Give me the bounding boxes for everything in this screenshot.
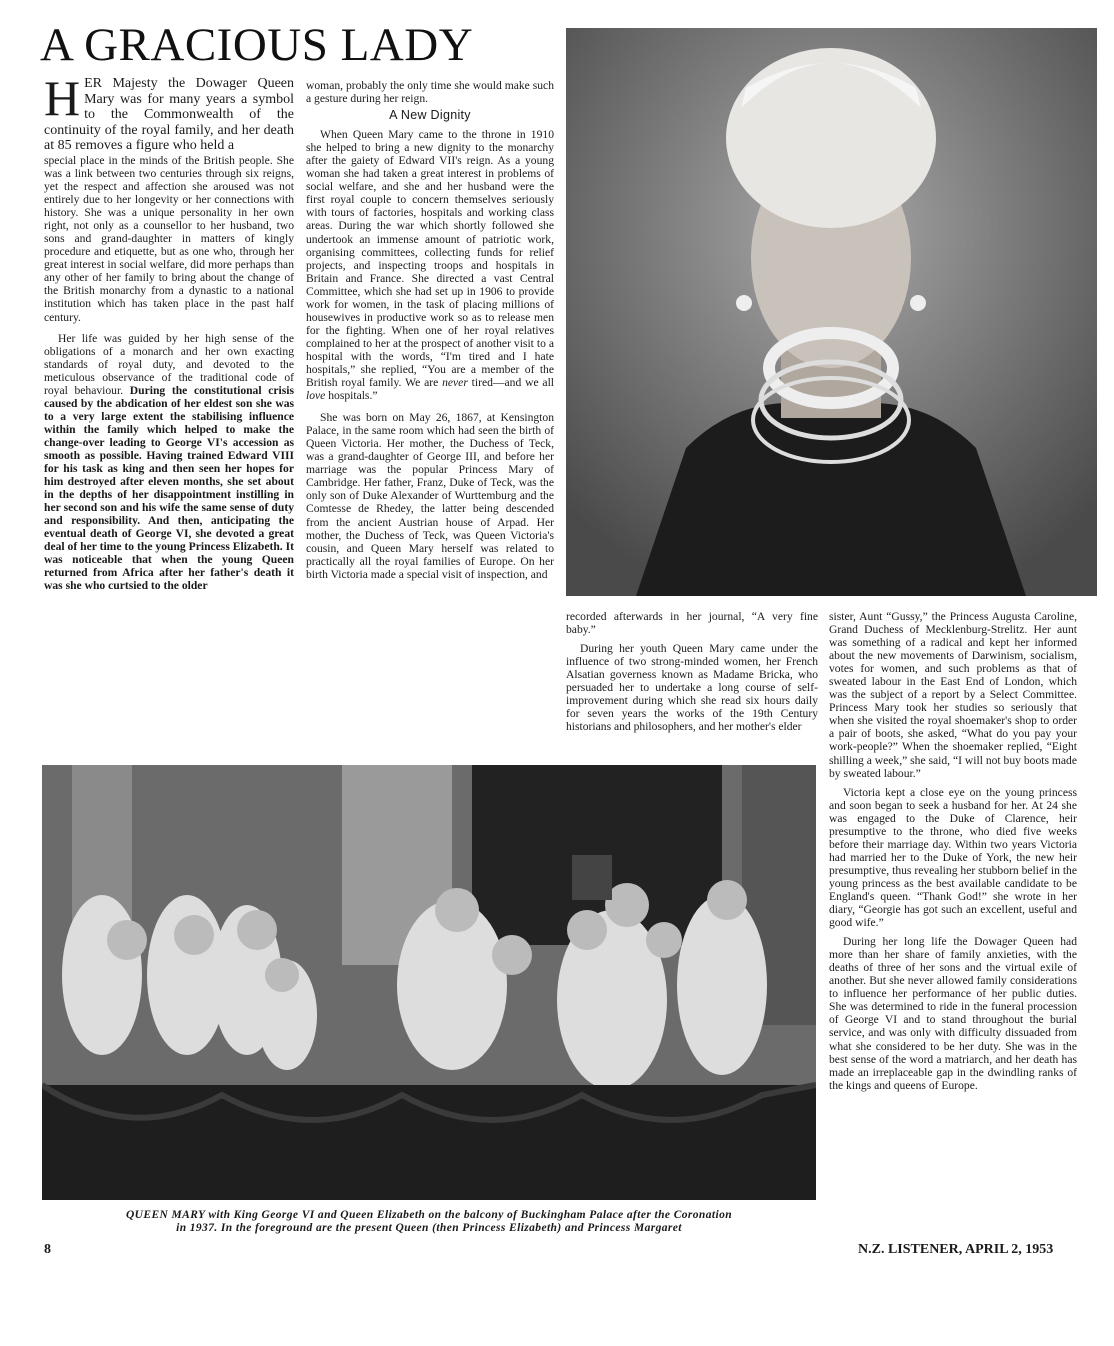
portrait-photo (566, 28, 1097, 596)
drop-cap: H (44, 70, 81, 126)
paragraph: hospitals.” (328, 389, 378, 403)
queen-mary-portrait (566, 28, 1097, 596)
paragraph: When Queen Mary came to the throne in 1910 she helped to bring a new dignity to the monarchy after the gaiety of Edward VII's reign. As a young woman she had taken a great interest in problems of social welfare, and she and her husband were the first royal couple to concern themselves seriously with tours of factories, hospitals and working class areas. During the war which shortly followed she undertook an immense amount of patriotic work, organising committees, collecting funds for relief projects, and inspecting troops and hospitals in Britain and France. She directed a vast Central Committee, which she had set up in 1906 to provide work for women, in the task of placing millions of housewives in productive work so as to release men for the fighting. When one of her royal relatives complained to her at the prospect of another visit to a hospital with the words, “I'm tired and I hate hospitals,” she replied, “You are a member of the British royal family. We are (306, 128, 554, 390)
emphasis: love (306, 389, 326, 403)
page-number: 8 (44, 1242, 51, 1257)
paragraph: She was born on May 26, 1867, at Kensington Palace, in the same room which had seen the birth of Queen Victoria. Her mother, the Duchess of Teck, was a grand-daughter of George III, and before her marriage was the popular Princess Mary of Cambridge. Her father, Franz, Duke of Teck, was the only son of Duke Alexander of Wurttemburg and the Comtesse de Rhedey, the latter being descended from the ancient Austrian house of Arpad. Her mother, the Duchess of Teck, was Queen Victoria's cousin, and Queen Mary herself was related to practically all the royal families of Europe. On her birth Victoria made a special visit of inspection, and (306, 411, 554, 581)
paragraph: tired—and we all (471, 376, 555, 390)
publication-line: N.Z. LISTENER, APRIL 2, 1953 (858, 1242, 1054, 1257)
caption-line-2: in 1937. In the foreground are the present Queen (then Princess Elizabeth) and Princess Margaret (176, 1222, 682, 1234)
photo-caption (42, 1209, 816, 1235)
column-3 (566, 610, 818, 733)
coronation-balcony-scene (42, 765, 816, 1200)
column-4 (829, 610, 1077, 1092)
paragraph: special place in the minds of the British people. She was a link between two centuries through six reigns, yet the respect and affection she aroused was not entirely due to her longevity or her connections with history. She was a unique personality in her own right, not only as a counsellor to her husband, two sons and grand-daughter in matters of kingly procedure and etiquette, but as one who, through her great interest in social welfare, did more perhaps than any other of her family to bring about the change of the British monarchy from a dynastic to a national institution which has taken place in the past half century. (44, 153, 294, 324)
paragraph: During her youth Queen Mary came under the influence of two strong-minded women, her French Alsatian governess known as Madame Bricka, who persuaded her to undertake a long course of self-improvement during which she read six hours daily for seven years the works of the 19th Century historians and philosophers, and her mother's elder (566, 642, 818, 734)
column-2 (306, 79, 554, 581)
lead-paragraph: ER Majesty the Dowager Queen Mary was for many years a symbol to the Commonwealth of the continuity of the royal family, and her death at 85 removes a figure who held a (44, 76, 294, 154)
paragraph: recorded afterwards in her journal, “A very fine baby.” (566, 610, 818, 637)
emphasis: never (442, 376, 468, 390)
balcony-photo (42, 765, 816, 1200)
paragraph: Her life was guided by her high sense of the obligations of a monarch and her own exacting standards of royal duty, and devoted to the meticulous observance of the traditional code of royal behaviour. (44, 331, 294, 397)
caption-line-1: QUEEN MARY with King George VI and Queen Elizabeth on the balcony of Buckingham Palace after the Coronation (125, 1209, 733, 1221)
paragraph: sister, Aunt “Gussy,” the Princess Augusta Caroline, Grand Duchess of Mecklenburg-Strelitz. Her aunt was something of a radical and kept her informed about the new movements of Darwinism, socialism, votes for women, and such problems as that of sweated labour in the East End of London, which was the subject of a report by a Select Committee. Princess Mary took her studies so seriously that when she visited the royal shoemaker's shop to order a pair of boots, she asked, “What do you pay your work-people?” When the shoemaker replied, “Eight shilling a week,” she said, “I will not buy boots made by sweated labour.” (829, 610, 1077, 780)
subheading: A New Dignity (389, 108, 471, 123)
headline: A GRACIOUS LADY (40, 19, 474, 71)
paragraph: Victoria kept a close eye on the young princess and soon began to seek a husband for her. At 24 she was engaged to the Duke of Clarence, heir presumptive to the throne, who died five weeks before their marriage day. Within two years Victoria had married her to the Duke of York, the new heir presumptive, thus revealing her stubborn belief in the young princess as the best available candidate to be England's queen. “Thank God!” she wrote in her diary, “Georgie has got such an excellent, useful and good wife.” (829, 785, 1077, 930)
paragraph: woman, probably the only time she would make such a gesture during her reign. (306, 79, 554, 106)
column-1 (44, 70, 294, 593)
paragraph: During her long life the Dowager Queen had more than her share of family anxieties, with the deaths of three of her sons and the virtual exile of another. But she never allowed family considerations to influence her performance of her public duties. She was determined to ride in the funeral procession of George VI and to stand throughout the burial service, and was only with difficulty dissuaded from what she considered to be her duty. She was in the best sense of the word a matriarch, and her death has made an irreplaceable gap in the dwindling ranks of the kings and queens of Europe. (829, 935, 1077, 1092)
paragraph-bold: During the constitutional crisis caused by the abdication of her eldest son she was to a very large extent the stabilising influence within the family which helped to make the change-over leading to George VI's accession as smooth as possible. Having trained Edward VIII for his task as king and then seen her hopes for him destroyed after eleven months, she set about in the depths of her disappointment instilling in her second son and his wife the same sense of duty and responsibility. And then, anticipating the eventual death of George VI, she devoted a great deal of her time to the young Princess Elizabeth. It was noticeable that when the young Queen returned from Africa after her father's death it was she who curtsied to the older (44, 383, 294, 593)
